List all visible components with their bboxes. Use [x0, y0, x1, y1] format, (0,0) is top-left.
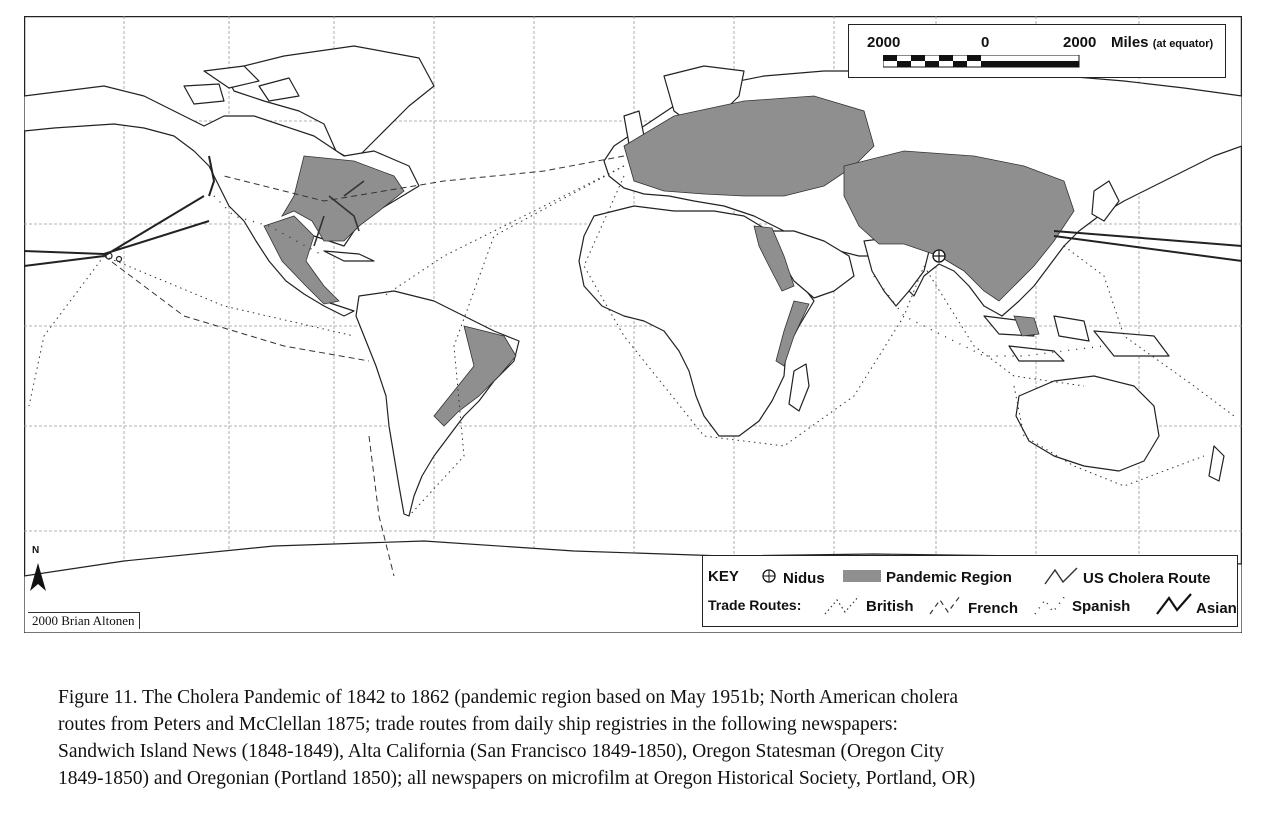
- world-map: [24, 16, 1242, 633]
- pandemic-swatch-icon: [843, 568, 883, 584]
- legend-spanish: Spanish: [1072, 598, 1131, 615]
- map-legend: [702, 555, 1238, 627]
- legend-trade-routes-label: Trade Routes:: [708, 597, 802, 613]
- scale-unit-note: (at equator): [1152, 38, 1214, 50]
- legend-pandemic-region: Pandemic Region: [886, 569, 1012, 586]
- legend-heading: KEY: [708, 568, 739, 585]
- legend-british: British: [866, 598, 914, 615]
- caption-line-3: Sandwich Island News (1848-1849), Alta California (San Francisco 1849-1850), Oregon Statesman (Oregon City: [58, 741, 944, 762]
- figure-caption: [58, 684, 1228, 792]
- scale-left-value: 2000: [867, 34, 901, 51]
- scale-right-value: 2000: [1063, 34, 1097, 51]
- french-route-icon: [928, 594, 964, 616]
- legend-asian: Asian: [1196, 600, 1237, 617]
- scale-unit: Miles (at equator): [1111, 34, 1214, 51]
- asian-route-icon: [1155, 592, 1195, 616]
- caption-line-4: 1849-1850) and Oregonian (Portland 1850); all newspapers on microfilm at Oregon Historical Society, Portland, OR): [58, 768, 976, 789]
- legend-nidus: Nidus: [783, 570, 825, 587]
- scale-bar: [848, 24, 1226, 78]
- spanish-route-icon: [1033, 594, 1069, 616]
- north-label: N: [32, 545, 40, 556]
- legend-french: French: [968, 600, 1019, 617]
- british-route-icon: [823, 594, 863, 616]
- nidus-marker: [933, 250, 945, 262]
- scale-ruler: [883, 55, 1083, 69]
- caption-line-2: routes from Peters and McClellan 1875; trade routes from daily ship registries in the following newspapers:: [58, 714, 898, 735]
- copyright-label: 2000 Brian Altonen: [28, 612, 140, 629]
- nidus-icon: [761, 568, 777, 584]
- us-route-icon: [1043, 566, 1079, 586]
- scale-center-value: 0: [981, 34, 990, 51]
- legend-us-route: US Cholera Route: [1083, 570, 1211, 587]
- caption-line-1: Figure 11. The Cholera Pandemic of 1842 to 1862 (pandemic region based on May 1951b; North American cholera: [58, 687, 959, 708]
